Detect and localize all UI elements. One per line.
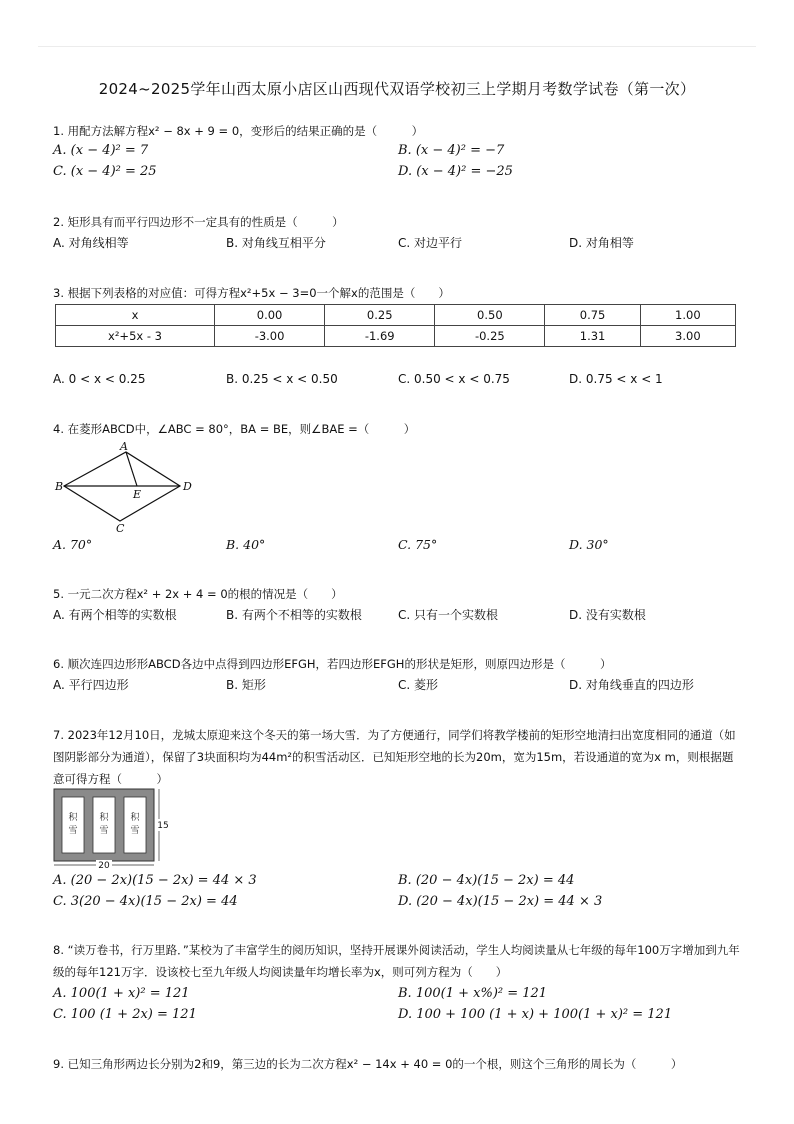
label-a: A [120, 440, 128, 453]
q8-option-a[interactable]: A. 100(1 + x)² = 121 [53, 986, 190, 1001]
snow-label-bottom: 雪 [130, 826, 140, 836]
snow-label-top: 积 [99, 813, 109, 823]
q2-option-d[interactable]: D. 对角相等 [569, 236, 634, 250]
q3-option-a[interactable]: A. 0 < x < 0.25 [53, 372, 146, 386]
snow-label-bottom: 雪 [68, 826, 78, 836]
q7-option-a[interactable]: A. (20 − 2x)(15 − 2x) = 44 × 3 [53, 873, 257, 888]
snow-label-top: 积 [68, 813, 78, 823]
width-label: 20 [98, 861, 110, 871]
q1-option-b[interactable]: B. (x − 4)² = −7 [398, 143, 505, 158]
q6-option-d[interactable]: D. 对角线垂直的四边形 [569, 678, 694, 692]
q3-option-b[interactable]: B. 0.25 < x < 0.50 [226, 372, 338, 386]
snow-field-figure [53, 788, 173, 870]
q6-option-c[interactable]: C. 菱形 [398, 678, 439, 692]
q2-option-c[interactable]: C. 对边平行 [398, 236, 463, 250]
q5-option-c[interactable]: C. 只有一个实数根 [398, 608, 499, 622]
table-cell: -3.00 [215, 326, 325, 347]
snow-block-2 [93, 797, 115, 853]
table-cell: 3.00 [640, 326, 735, 347]
q7-option-b[interactable]: B. (20 − 4x)(15 − 2x) = 44 [398, 873, 575, 888]
q1-option-a[interactable]: A. (x − 4)² = 7 [53, 143, 149, 158]
table-header-cell: 0.00 [215, 305, 325, 326]
table-header-cell: x [56, 305, 215, 326]
q4-option-c[interactable]: C. 75° [398, 537, 438, 552]
question-7-stem: 7. 2023年12月10日，龙城太原迎来这个冬天的第一场大雪．为了方便通行，同学们将教学楼前的矩形空地清扫出宽度相同的通道（如图阴影部分为通道），保留了3块面积均为44m²的积雪活动区．已知矩形空地的长为20m，宽为15m，若设通道的宽为x m，则根据题意可得方程（ ） [53, 728, 736, 786]
table-cell: 1.31 [545, 326, 640, 347]
table-row [56, 326, 736, 347]
snow-block-1 [62, 797, 84, 853]
table-cell: -0.25 [435, 326, 545, 347]
q5-option-d[interactable]: D. 没有实数根 [569, 608, 646, 622]
q3-option-c[interactable]: C. 0.50 < x < 0.75 [398, 372, 510, 386]
q8-option-c[interactable]: C. 100 (1 + 2x) = 121 [53, 1007, 197, 1022]
question-9-stem: 9. 已知三角形两边长分别为2和9，第三边的长为二次方程x² − 14x + 40 = 0的一个根，则这个三角形的周长为（ ） [53, 1057, 683, 1071]
label-b: B [55, 480, 64, 493]
question-4-stem: 4. 在菱形ABCD中，∠ABC = 80°，BA = BE，则∠BAE =（ ） [53, 422, 416, 436]
q7-option-c[interactable]: C. 3(20 − 4x)(15 − 2x) = 44 [53, 894, 238, 909]
q8-option-d[interactable]: D. 100 + 100 (1 + x) + 100(1 + x)² = 121 [398, 1007, 673, 1022]
q1-option-d[interactable]: D. (x − 4)² = −25 [398, 164, 513, 179]
question-8-stem: 8. “读万卷书，行万里路．”某校为了丰富学生的阅历知识，坚持开展课外阅读活动，学生人均阅读量从七年级的每年100万字增加到九年级的每年121万字．设该校七至九年级人均阅读量年均增长率为x，则可列方程为（ ） [53, 943, 740, 979]
question-1-stem: 1. 用配方法解方程x² − 8x + 9 = 0，变形后的结果正确的是（ ） [53, 124, 424, 138]
table-cell: x²+5x - 3 [56, 326, 215, 347]
height-label: 15 [157, 821, 169, 831]
q6-option-b[interactable]: B. 矩形 [226, 678, 266, 692]
snow-block-3 [124, 797, 146, 853]
q7-option-d[interactable]: D. (20 − 4x)(15 − 2x) = 44 × 3 [398, 894, 603, 909]
q4-option-a[interactable]: A. 70° [53, 537, 93, 552]
exam-title: 2024~2025学年山西太原小店区山西现代双语学校初三上学期月考数学试卷（第一次） [98, 80, 696, 98]
q8-option-b[interactable]: B. 100(1 + x%)² = 121 [398, 986, 548, 1001]
q4-option-b[interactable]: B. 40° [226, 537, 266, 552]
q6-option-a[interactable]: A. 平行四边形 [53, 678, 129, 692]
table-header-cell: 0.75 [545, 305, 640, 326]
page-top-rule [38, 46, 756, 47]
table-header-cell: 1.00 [640, 305, 735, 326]
question-2-stem: 2. 矩形具有而平行四边形不一定具有的性质是（ ） [53, 215, 344, 229]
label-d: D [183, 480, 192, 493]
question-5-stem: 5. 一元二次方程x² + 2x + 4 = 0的根的情况是（ ） [53, 587, 343, 601]
table-header-cell: 0.25 [325, 305, 435, 326]
q1-option-c[interactable]: C. (x − 4)² = 25 [53, 164, 157, 179]
label-e: E [133, 488, 142, 501]
segment-ae [126, 452, 137, 486]
q2-option-b[interactable]: B. 对角线互相平分 [226, 236, 326, 250]
q5-option-a[interactable]: A. 有两个相等的实数根 [53, 608, 177, 622]
table-cell: -1.69 [325, 326, 435, 347]
table-header-cell: 0.50 [435, 305, 545, 326]
snow-label-bottom: 雪 [99, 826, 109, 836]
snow-label-top: 积 [130, 813, 140, 823]
q2-option-a[interactable]: A. 对角线相等 [53, 236, 129, 250]
table-row [56, 305, 736, 326]
value-table [55, 304, 736, 347]
question-6-stem: 6. 顺次连四边形形ABCD各边中点得到四边形EFGH，若四边形EFGH的形状是矩形，则原四边形是（ ） [53, 657, 612, 671]
q4-option-d[interactable]: D. 30° [569, 537, 609, 552]
q5-option-b[interactable]: B. 有两个不相等的实数根 [226, 608, 362, 622]
q3-option-d[interactable]: D. 0.75 < x < 1 [569, 372, 663, 386]
question-3-stem: 3. 根据下列表格的对应值：可得方程x²+5x − 3=0一个解x的范围是（ ） [53, 286, 450, 300]
label-c: C [116, 522, 125, 535]
rhombus-figure [50, 440, 200, 535]
